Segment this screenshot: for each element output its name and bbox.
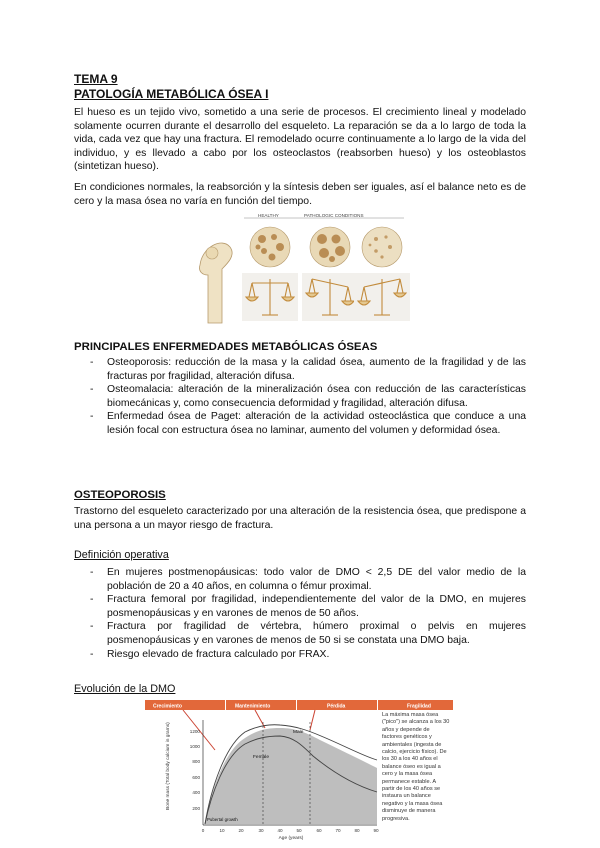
phase-label: Fragilidad bbox=[407, 703, 431, 710]
balance-scale-healthy bbox=[242, 273, 298, 321]
healthy-label: HEALTHY bbox=[258, 213, 279, 218]
pathologic-bone-circle-2 bbox=[362, 227, 402, 267]
x-tick: 80 bbox=[354, 828, 360, 833]
balance-scale-pathologic-2 bbox=[354, 273, 410, 321]
osteoporosis-heading: OSTEOPOROSIS bbox=[74, 489, 166, 501]
osteoporosis-definition: Trastorno del esqueleto caracterizado por una alteración de la resistencia ósea, que predispone a una persona a un mayor riesgo de fractura. bbox=[74, 506, 526, 531]
x-tick: 70 bbox=[335, 828, 341, 833]
pathologic-bone-circle-1 bbox=[310, 227, 350, 267]
y-tick: 800 bbox=[192, 759, 200, 764]
x-tick: 50 bbox=[296, 828, 302, 833]
x-tick: 90 bbox=[373, 828, 379, 833]
diseases-heading: PRINCIPALES ENFERMEDADES METABÓLICAS ÓSEAS bbox=[74, 341, 378, 353]
list-item: - Fractura femoral por fragilidad, independientemente del valor de la DMO, en mujeres posmenopáusicas y en varones de menos de 50 años. bbox=[80, 593, 526, 620]
y-tick: 1200 bbox=[189, 729, 200, 734]
list-item: - Osteomalacia: alteración de la mineralización ósea con reducción de las características biomecánicas y, como consecuencia deformidad y fragilidad, alteración difusa. bbox=[80, 383, 526, 410]
y-axis-label: Bone mass (Total body calcium in grams) bbox=[166, 722, 171, 810]
healthy-bone-circle bbox=[250, 227, 290, 267]
list-item: - Enfermedad ósea de Paget: alteración de la actividad osteoclástica que conduce a una lesión focal con estructura ósea no laminar, aumento del volumen y deformidad ósea. bbox=[80, 410, 526, 437]
bone-remodeling-figure bbox=[192, 213, 410, 325]
intro-paragraph-1: El hueso es un tejido vivo, sometido a una serie de procesos. El crecimiento lineal y modelado solamente ocurren durante el desarrollo del esqueleto. La reparación se da a lo largo de toda la vida, cada vez que hay una fractura. El remodelado ocurre continuamente a lo largo de la vida del individuo, y es llevado a cabo por los osteoclastos (reabsorben hueso) y los osteoblastos (sintetizan hueso). bbox=[74, 107, 526, 173]
x-tick: 30 bbox=[258, 828, 264, 833]
pathologic-label: PATHOLOGIC CONDITIONS bbox=[304, 213, 364, 218]
female-label: Female bbox=[253, 755, 269, 760]
y-tick: 200 bbox=[192, 806, 200, 811]
growth-label: Pubertal growth bbox=[207, 817, 238, 822]
male-label: Male bbox=[293, 730, 304, 735]
topic-number: TEMA 9 bbox=[74, 72, 118, 86]
intro-paragraph-2: En condiciones normales, la reabsorción y la síntesis deben ser iguales, así el balance neto es de cero y la masa ósea no varía en función del tiempo. bbox=[74, 182, 526, 207]
x-tick: 40 bbox=[277, 828, 283, 833]
phase-label: Crecimiento bbox=[153, 703, 182, 710]
diseases-list bbox=[80, 356, 526, 438]
x-tick: 10 bbox=[219, 828, 225, 833]
list-item: - Riesgo elevado de fractura calculado por FRAX. bbox=[80, 648, 526, 662]
x-tick: 20 bbox=[238, 828, 244, 833]
balance-scale-pathologic-1 bbox=[302, 273, 358, 321]
list-item: - En mujeres postmenopáusicas: todo valor de DMO < 2,5 DE del valor medio de la población de 20 a 40 años, en columna o fémur proximal. bbox=[80, 566, 526, 593]
x-tick: 0 bbox=[201, 828, 205, 833]
page-title: PATOLOGÍA METABÓLICA ÓSEA I bbox=[74, 87, 269, 101]
phase-bar bbox=[145, 700, 453, 710]
y-tick: 400 bbox=[192, 790, 200, 795]
list-item: - Osteoporosis: reducción de la masa y la calidad ósea, aumento de la fragilidad y de las fracturas por fragilidad, alteración difusa. bbox=[80, 356, 526, 383]
y-tick: 600 bbox=[192, 775, 200, 780]
chart-annotation: La máxima masa ósea ("pico") se alcanza a los 30 años y depende de factores genéticos y ambientales (ingesta de calcio, ejercicio físico). De los 30 a los 40 años el balance óseo es igual a cero y la masa ósea permanece estable. A partir de los 40 años se instaura un balance negativo y la masa ósea disminuye de manera progresiva. bbox=[382, 712, 450, 822]
phase-label: Mantenimiento bbox=[235, 703, 271, 710]
y-tick: 1000 bbox=[189, 744, 200, 749]
x-axis-label: Age (years) bbox=[278, 836, 304, 840]
operational-definition-list bbox=[80, 566, 526, 661]
list-item: - Fractura por fragilidad de vértebra, húmero proximal o pelvis en mujeres posmenopáusicas y en varones de menos de 50 si se constata una DMO baja. bbox=[80, 620, 526, 647]
dmo-evolution-heading: Evolución de la DMO bbox=[74, 683, 176, 695]
operational-definition-heading: Definición operativa bbox=[74, 549, 169, 561]
phase-label: Pérdida bbox=[327, 703, 346, 710]
x-tick: 60 bbox=[316, 828, 322, 833]
